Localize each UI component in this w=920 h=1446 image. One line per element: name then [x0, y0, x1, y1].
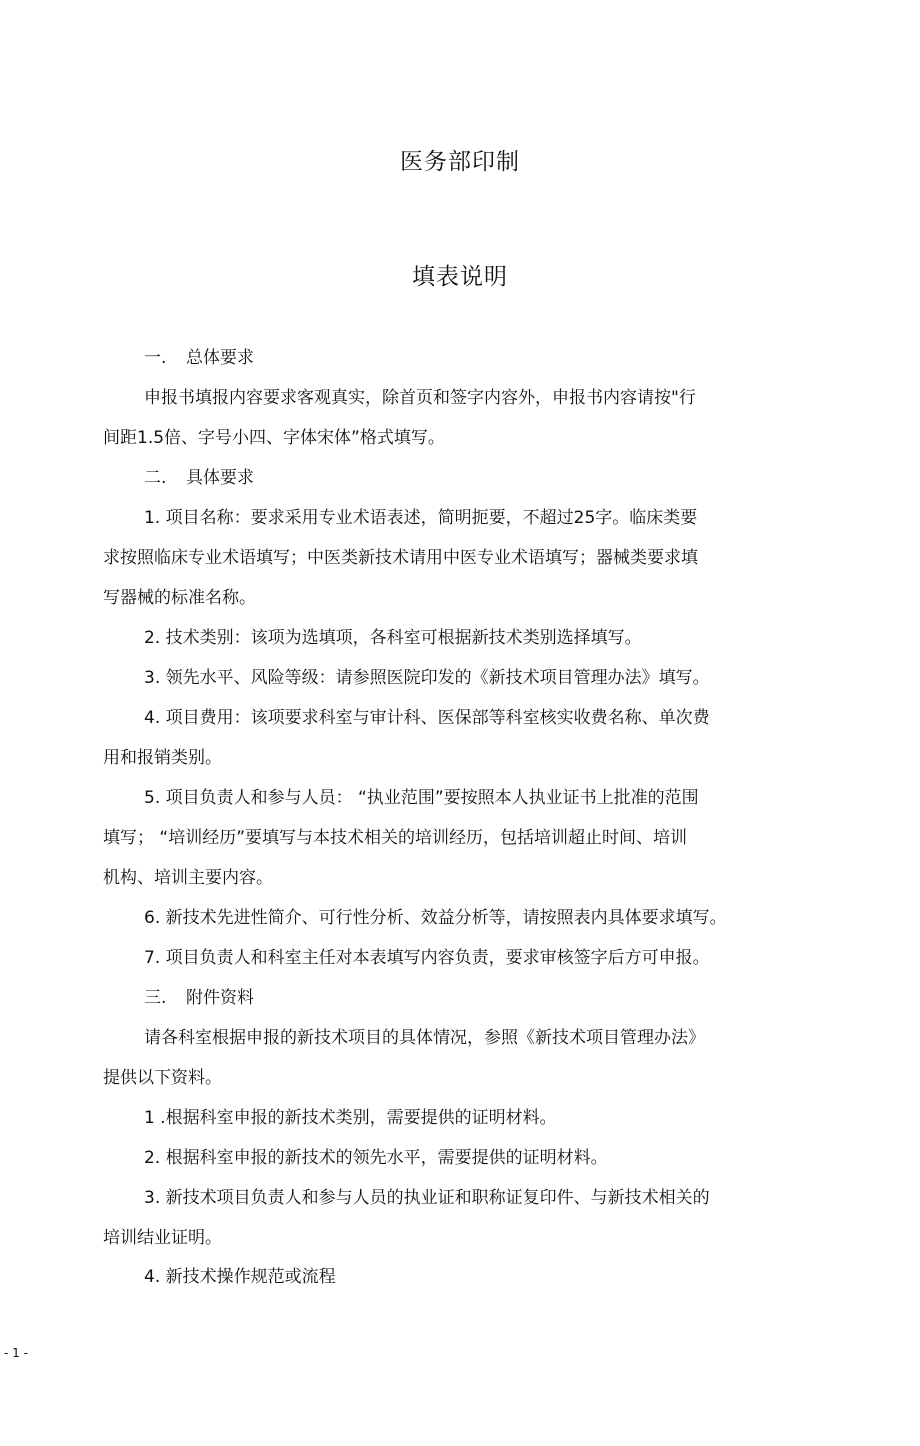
list-item-line: 2. 技术类别：该项为选填项，各科室可根据新技术类别选择填写。: [144, 628, 642, 648]
section-title: 附件资料: [186, 988, 254, 1008]
list-item-line: 4. 新技术操作规范或流程: [144, 1267, 336, 1287]
list-item-line: 机构、培训主要内容。: [103, 868, 273, 888]
list-item-line: 7. 项目负责人和科室主任对本表填写内容负责，要求审核签字后方可申报。: [144, 948, 710, 968]
section-heading-attachments: [144, 987, 254, 1009]
section-title: 总体要求: [186, 348, 254, 368]
list-item-line: 4. 项目费用：该项要求科室与审计科、医保部等科室核实收费名称、单次费: [144, 708, 710, 728]
list-item-line: 6. 新技术先进性简介、可行性分析、效益分析等，请按照表内具体要求填写。: [144, 908, 727, 928]
list-item-line: 3. 领先水平、风险等级：请参照医院印发的《新技术项目管理办法》填写。: [144, 668, 710, 688]
list-item-line: 1. 项目名称：要求采用专业术语表述，简明扼要，不超过25字。临床类要: [144, 508, 698, 528]
org-title: 医务部印制: [400, 149, 520, 175]
list-item-line: 培训结业证明。: [103, 1228, 222, 1248]
section-number: 二.: [144, 468, 167, 488]
page-number: - 1 -: [4, 1346, 28, 1360]
section-number: 一.: [144, 348, 167, 368]
list-item-line: 1 .根据科室申报的新技术类别，需要提供的证明材料。: [144, 1108, 557, 1128]
list-item-line: 求按照临床专业术语填写；中医类新技术请用中医专业术语填写；器械类要求填: [103, 548, 698, 568]
paragraph-line: 请各科室根据申报的新技术项目的具体情况，参照《新技术项目管理办法》: [144, 1028, 705, 1048]
doc-title: 填表说明: [412, 264, 508, 290]
list-item-line: 3. 新技术项目负责人和参与人员的执业证和职称证复印件、与新技术相关的: [144, 1188, 710, 1208]
list-item-line: 填写； “培训经历”要填写与本技术相关的培训经历，包括培训超止时间、培训: [103, 828, 688, 848]
section-heading-specific: [144, 467, 254, 489]
list-item-line: 5. 项目负责人和参与人员： “执业范围”要按照本人执业证书上批准的范围: [144, 788, 699, 808]
list-item-line: 用和报销类别。: [103, 748, 222, 768]
section-heading-general: [144, 347, 254, 369]
section-number: 三.: [144, 988, 167, 1008]
section-title: 具体要求: [186, 468, 254, 488]
paragraph-line: 提供以下资料。: [103, 1068, 222, 1088]
list-item-line: 写器械的标准名称。: [103, 588, 256, 608]
paragraph-line: 间距1.5倍、字号小四、字体宋体”格式填写。: [103, 428, 445, 448]
paragraph-line: 申报书填报内容要求客观真实，除首页和签字内容外，申报书内容请按"行: [144, 388, 696, 408]
list-item-line: 2. 根据科室申报的新技术的领先水平，需要提供的证明材料。: [144, 1148, 608, 1168]
